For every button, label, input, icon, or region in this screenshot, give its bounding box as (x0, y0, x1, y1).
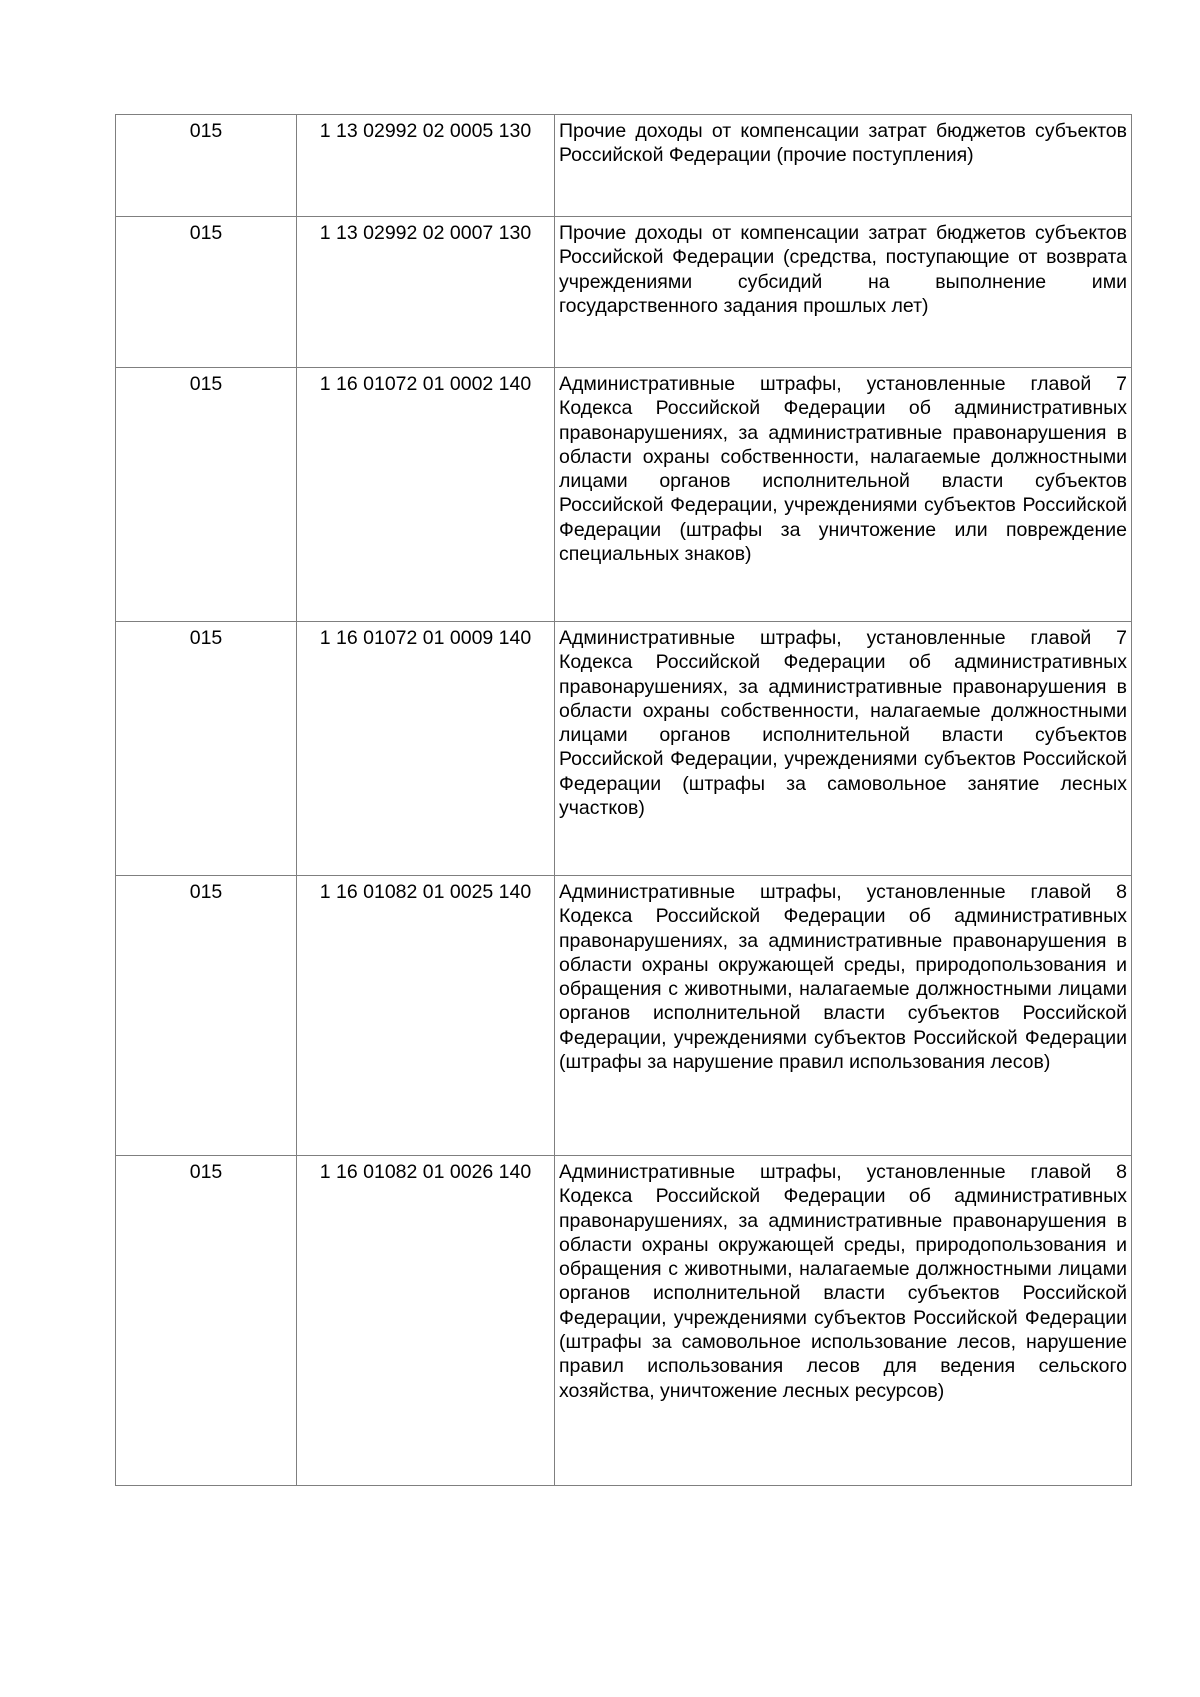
admin-code-cell: 015 (116, 876, 297, 1156)
description-cell: Прочие доходы от компенсации затрат бюджетов субъектов Российской Федерации (средства, поступающие от возврата учреждениями субсидий на выполнение ими государственного задания прошлых лет) (555, 217, 1132, 368)
description-cell: Прочие доходы от компенсации затрат бюджетов субъектов Российской Федерации (прочие поступления) (555, 115, 1132, 217)
description-cell: Административные штрафы, установленные главой 8 Кодекса Российской Федерации об административных правонарушениях, за административные правонарушения в области охраны окружающей среды, природопользования и обращения с животными, налагаемые должностными лицами органов исполнительной власти субъектов Российской Федерации, учреждениями субъектов Российской Федерации (штрафы за самовольное использование лесов, нарушение правил использования лесов для ведения сельского хозяйства, уничтожение лесных ресурсов) (555, 1156, 1132, 1486)
document-page (115, 114, 1131, 1486)
budget-code-cell: 1 16 01082 01 0026 140 (297, 1156, 555, 1486)
budget-code-cell: 1 16 01072 01 0002 140 (297, 368, 555, 622)
admin-code-cell: 015 (116, 217, 297, 368)
description-cell: Административные штрафы, установленные главой 7 Кодекса Российской Федерации об административных правонарушениях, за административные правонарушения в области охраны собственности, налагаемые должностными лицами органов исполнительной власти субъектов Российской Федерации, учреждениями субъектов Российской Федерации (штрафы за уничтожение или повреждение специальных знаков) (555, 368, 1132, 622)
budget-code-cell: 1 13 02992 02 0007 130 (297, 217, 555, 368)
admin-code-cell: 015 (116, 622, 297, 876)
table-row (116, 217, 1132, 368)
table-row (116, 876, 1132, 1156)
description-cell: Административные штрафы, установленные главой 7 Кодекса Российской Федерации об административных правонарушениях, за административные правонарушения в области охраны собственности, налагаемые должностными лицами органов исполнительной власти субъектов Российской Федерации, учреждениями субъектов Российской Федерации (штрафы за самовольное занятие лесных участков) (555, 622, 1132, 876)
table-row (116, 115, 1132, 217)
budget-code-cell: 1 16 01072 01 0009 140 (297, 622, 555, 876)
table-row (116, 368, 1132, 622)
budget-code-cell: 1 16 01082 01 0025 140 (297, 876, 555, 1156)
table-row (116, 1156, 1132, 1486)
table-row (116, 622, 1132, 876)
budget-codes-table (115, 114, 1132, 1486)
admin-code-cell: 015 (116, 1156, 297, 1486)
budget-code-cell: 1 13 02992 02 0005 130 (297, 115, 555, 217)
admin-code-cell: 015 (116, 115, 297, 217)
admin-code-cell: 015 (116, 368, 297, 622)
description-cell: Административные штрафы, установленные главой 8 Кодекса Российской Федерации об административных правонарушениях, за административные правонарушения в области охраны окружающей среды, природопользования и обращения с животными, налагаемые должностными лицами органов исполнительной власти субъектов Российской Федерации, учреждениями субъектов Российской Федерации (штрафы за нарушение правил использования лесов) (555, 876, 1132, 1156)
